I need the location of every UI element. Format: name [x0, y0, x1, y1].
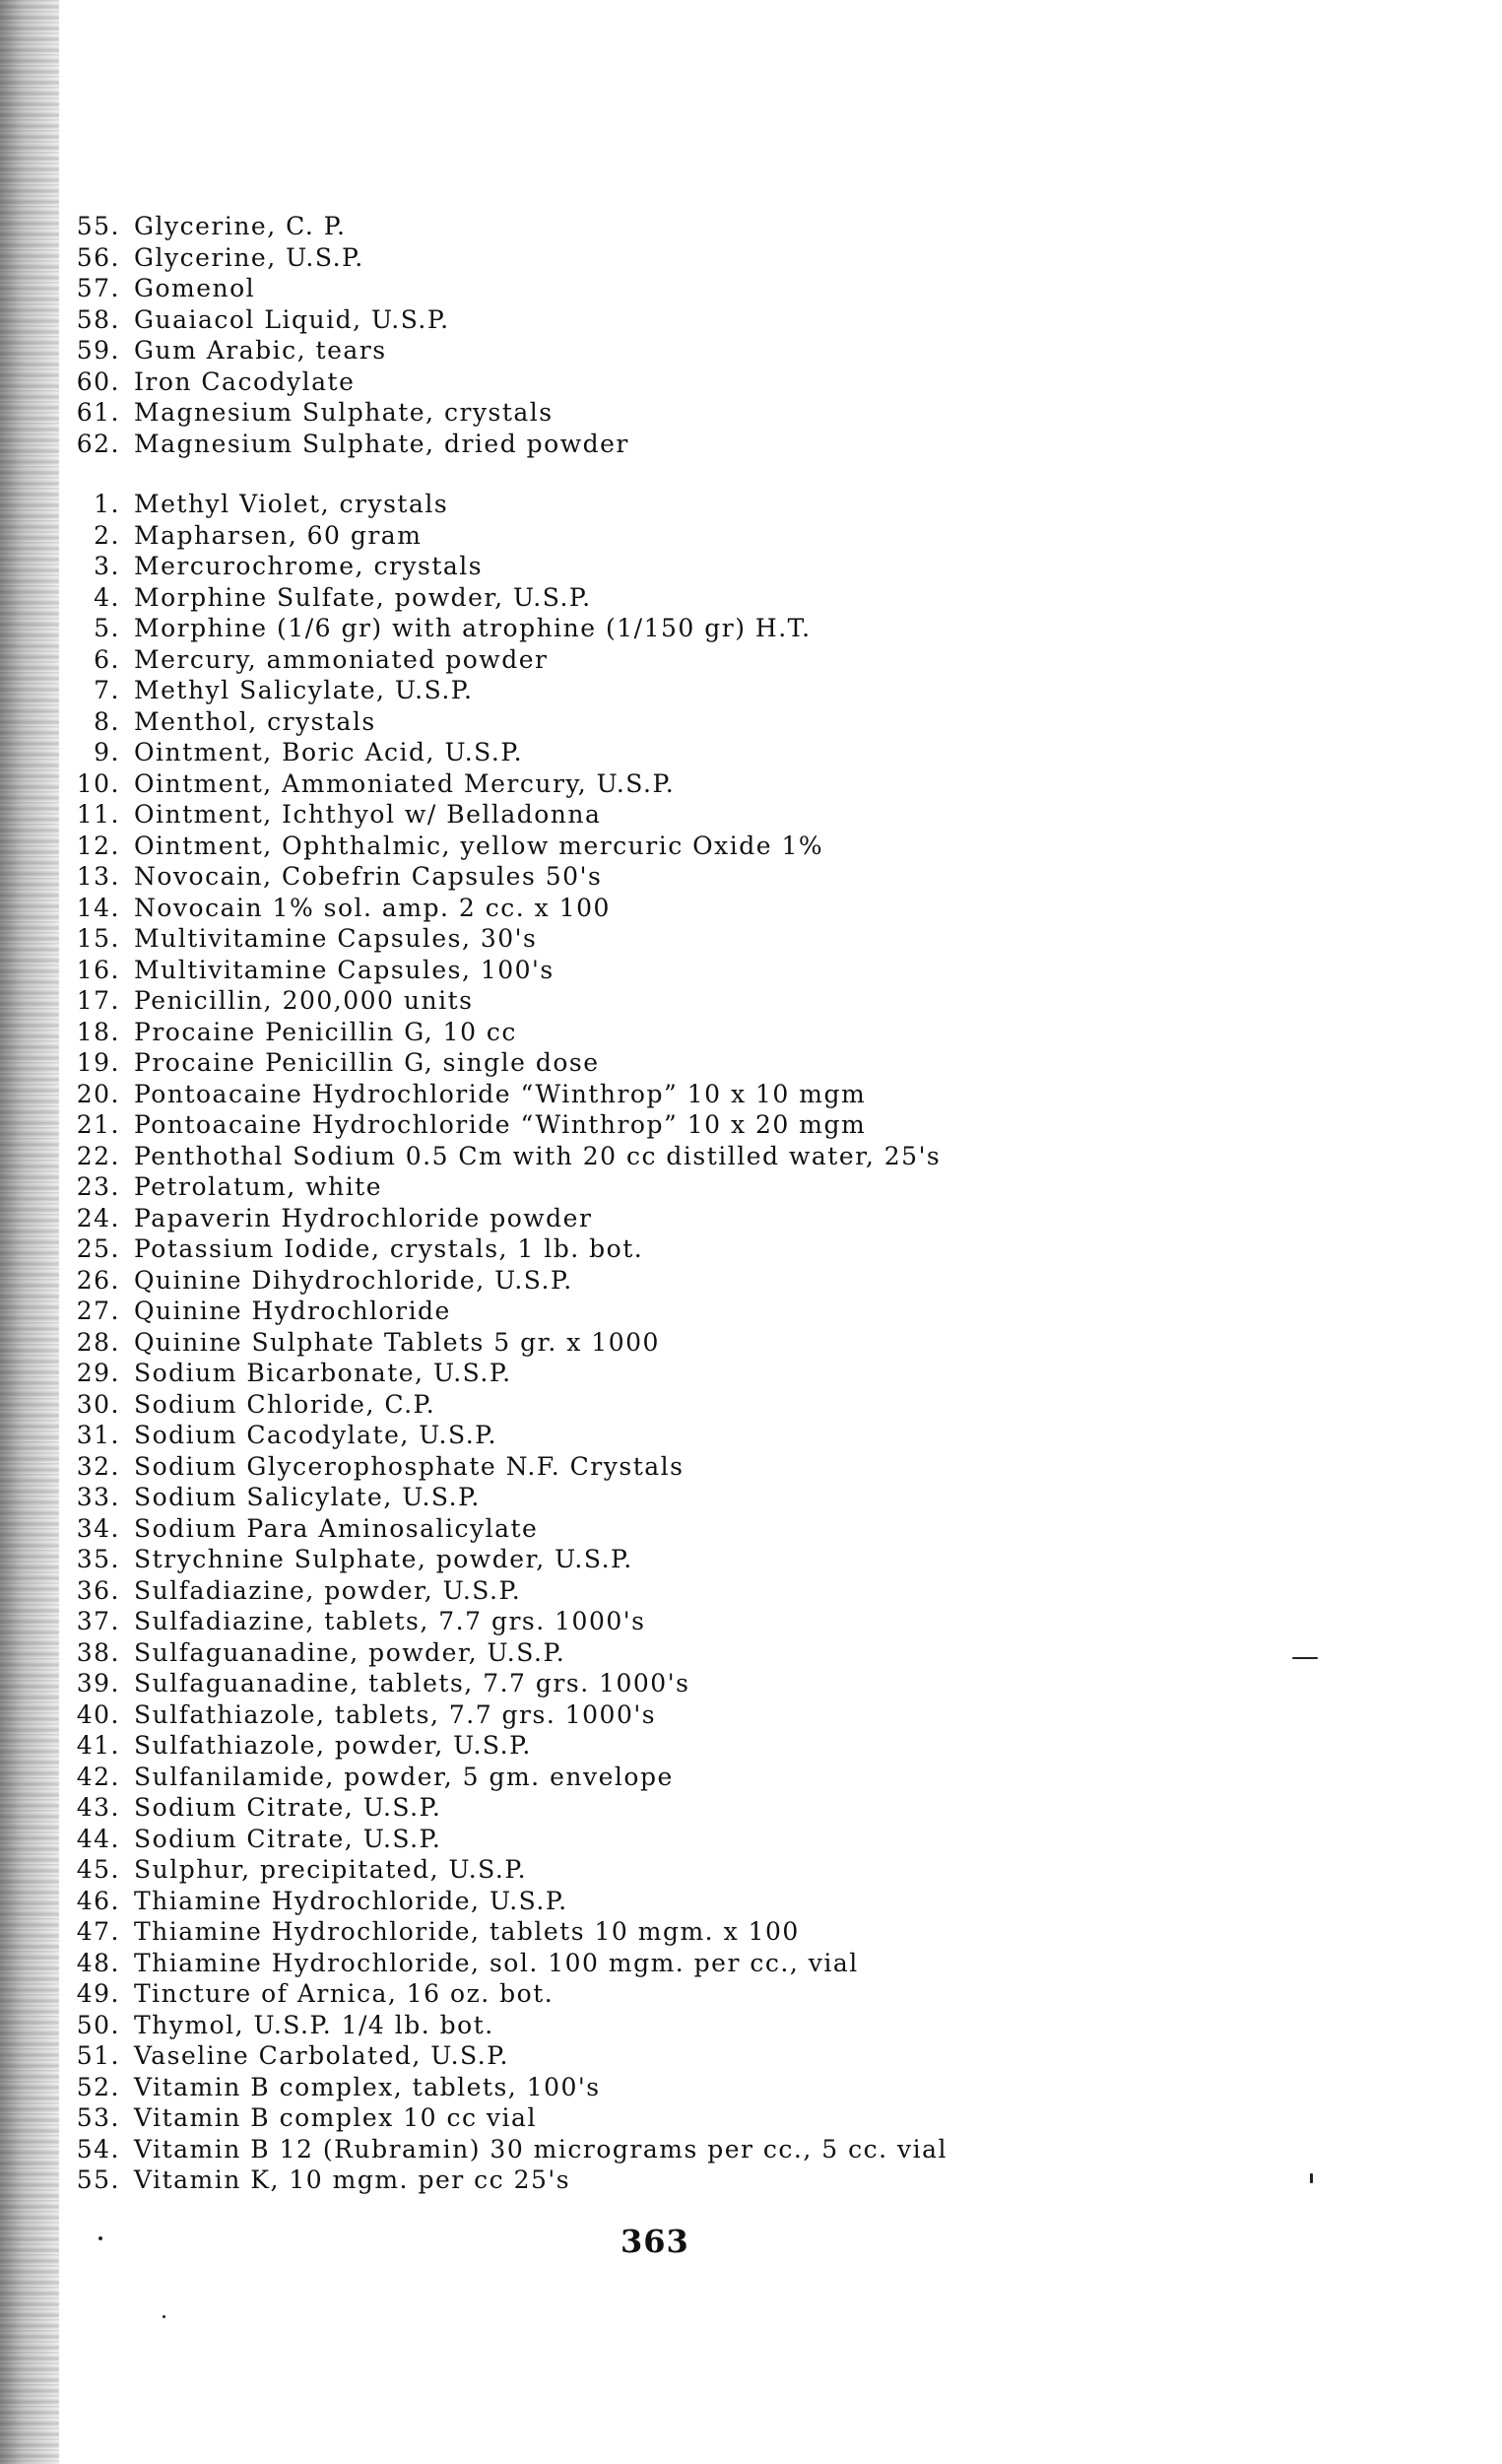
item-number: 37. — [76, 1607, 120, 1635]
item-text: Thiamine Hydrochloride, U.S.P. — [134, 1886, 568, 1915]
item-number: 54. — [76, 2134, 120, 2164]
item-number: 59. — [76, 336, 120, 365]
item-number: 29. — [76, 1359, 120, 1387]
list-item — [63, 2010, 947, 2041]
item-number: 7. — [94, 676, 120, 704]
item-number: 30. — [76, 1389, 120, 1419]
item-number: 5. — [94, 614, 120, 642]
item-number: 50. — [76, 2010, 120, 2039]
list-item — [63, 985, 947, 1017]
item-number: 55. — [76, 212, 120, 240]
item-text: Pontoacaine Hydrochloride “Winthrop” 10 x 20 mgm — [134, 1110, 867, 1139]
list-item — [63, 644, 947, 676]
item-text: Menthol, crystals — [134, 706, 376, 736]
page-number: 363 — [620, 2223, 689, 2260]
item-text: Thiamine Hydrochloride, sol. 100 mgm. per cc., vial — [134, 1948, 859, 1977]
list-item — [63, 1109, 947, 1141]
list-item — [63, 242, 629, 274]
item-text: Mercurochrome, crystals — [134, 552, 484, 580]
item-text: Sulfathiazole, tablets, 7.7 grs. 1000's — [134, 1699, 657, 1729]
list-item — [63, 1762, 947, 1793]
item-number: 34. — [76, 1513, 120, 1543]
list-item — [63, 335, 629, 366]
item-number: 32. — [76, 1451, 120, 1481]
item-number: 53. — [76, 2103, 120, 2132]
list-item — [63, 1047, 947, 1079]
item-number: 46. — [76, 1886, 120, 1915]
list-item — [63, 582, 947, 614]
item-number: 45. — [76, 1855, 120, 1884]
item-number: 20. — [76, 1079, 120, 1108]
item-text: Methyl Violet, crystals — [134, 490, 449, 518]
item-text: Sodium Citrate, U.S.P. — [134, 1824, 442, 1853]
list-item — [63, 1358, 947, 1389]
item-text: Vitamin B complex, tablets, 100's — [134, 2072, 601, 2101]
list-item — [63, 675, 947, 706]
item-number: 14. — [76, 893, 120, 922]
item-number: 22. — [76, 1141, 120, 1170]
item-text: Guaiacol Liquid, U.S.P. — [134, 304, 450, 334]
item-text: Procaine Penicillin G, single dose — [134, 1048, 600, 1077]
item-text: Tincture of Arnica, 16 oz. bot. — [134, 1979, 555, 2008]
list-item — [63, 1544, 947, 1575]
item-number: 23. — [76, 1172, 120, 1201]
list-item — [63, 861, 947, 893]
item-text: Vaseline Carbolated, U.S.P. — [134, 2041, 509, 2070]
item-text: Sulfanilamide, powder, 5 gm. envelope — [134, 1762, 674, 1791]
item-number: 61. — [76, 398, 120, 427]
item-text: Magnesium Sulphate, crystals — [134, 398, 554, 427]
list-item — [63, 1854, 947, 1886]
list-item — [63, 1203, 947, 1234]
item-text: Sodium Bicarbonate, U.S.P. — [134, 1359, 512, 1387]
list-item — [63, 1916, 947, 1948]
list-item — [63, 1327, 947, 1359]
list-item — [63, 1451, 947, 1483]
item-number: 41. — [76, 1731, 120, 1760]
item-text: Multivitamine Capsules, 100's — [134, 955, 555, 984]
list-item — [63, 366, 629, 398]
item-text: Vitamin B complex 10 cc vial — [134, 2103, 537, 2132]
item-number: 10. — [76, 768, 120, 798]
list-item — [63, 1575, 947, 1607]
list-item — [63, 1978, 947, 2010]
item-text: Sodium Cacodylate, U.S.P. — [134, 1421, 497, 1449]
list-item — [63, 1886, 947, 1917]
list-item — [63, 1637, 947, 1669]
item-text: Methyl Salicylate, U.S.P. — [134, 676, 474, 704]
list-item — [63, 489, 947, 520]
item-text: Papaverin Hydrochloride powder — [134, 1203, 593, 1232]
item-number: 31. — [76, 1421, 120, 1449]
item-text: Potassium Iodide, crystals, 1 lb. bot. — [134, 1234, 644, 1263]
list-item — [63, 893, 947, 924]
item-text: Ointment, Ammoniated Mercury, U.S.P. — [134, 768, 676, 798]
item-text: Morphine Sulfate, powder, U.S.P. — [134, 582, 592, 612]
item-number: 49. — [76, 1979, 120, 2008]
list-item — [63, 1513, 947, 1545]
item-text: Iron Cacodylate — [134, 366, 356, 396]
item-number: 52. — [76, 2072, 120, 2101]
item-text: Gomenol — [134, 274, 256, 302]
item-text: Quinine Hydrochloride — [134, 1297, 451, 1325]
item-number: 28. — [76, 1327, 120, 1357]
list-item — [63, 1948, 947, 1979]
list-item — [63, 799, 947, 831]
item-number: 12. — [76, 831, 120, 860]
item-number: 62. — [76, 429, 120, 458]
item-number: 57. — [76, 274, 120, 302]
item-number: 1. — [94, 490, 120, 518]
item-number: 26. — [76, 1265, 120, 1295]
list-item — [63, 1824, 947, 1855]
list-item — [63, 429, 629, 460]
item-number: 4. — [94, 582, 120, 612]
list-item — [63, 2164, 947, 2196]
item-text: Glycerine, C. P. — [134, 212, 347, 240]
scan-speck — [163, 2315, 165, 2318]
item-text: Morphine (1/6 gr) with atrophine (1/150 gr) H.T. — [134, 614, 812, 642]
item-number: 60. — [76, 366, 120, 396]
item-number: 40. — [76, 1699, 120, 1729]
scan-edge-shadow — [0, 0, 59, 2464]
list-item — [63, 613, 947, 644]
list-item — [63, 923, 947, 955]
item-text: Multivitamine Capsules, 30's — [134, 924, 538, 953]
item-number: 8. — [94, 706, 120, 736]
item-list-main — [63, 489, 947, 2196]
item-number: 27. — [76, 1297, 120, 1325]
item-number: 35. — [76, 1545, 120, 1573]
list-item — [63, 2102, 947, 2134]
item-text: Mercury, ammoniated powder — [134, 644, 549, 674]
list-item — [63, 1699, 947, 1731]
item-text: Sodium Chloride, C.P. — [134, 1389, 436, 1419]
item-number: 15. — [76, 924, 120, 953]
item-number: 3. — [94, 552, 120, 580]
list-item — [63, 1389, 947, 1421]
item-text: Quinine Sulphate Tablets 5 gr. x 1000 — [134, 1327, 660, 1357]
list-item — [63, 1079, 947, 1110]
item-text: Sulphur, precipitated, U.S.P. — [134, 1855, 528, 1884]
list-item — [63, 1792, 947, 1824]
list-item — [63, 1233, 947, 1265]
item-number: 21. — [76, 1110, 120, 1139]
list-item — [63, 304, 629, 336]
list-item — [63, 1141, 947, 1172]
item-number: 51. — [76, 2041, 120, 2070]
item-text: Ointment, Ophthalmic, yellow mercuric Oxide 1% — [134, 831, 824, 860]
item-text: Sodium Citrate, U.S.P. — [134, 1793, 442, 1822]
scan-speck — [1310, 2173, 1313, 2183]
item-text: Glycerine, U.S.P. — [134, 242, 364, 272]
item-text: Gum Arabic, tears — [134, 336, 387, 365]
item-number: 55. — [76, 2165, 120, 2194]
item-text: Strychnine Sulphate, powder, U.S.P. — [134, 1545, 633, 1573]
list-item — [63, 1296, 947, 1327]
item-text: Sulfathiazole, powder, U.S.P. — [134, 1731, 532, 1760]
item-number: 6. — [94, 644, 120, 674]
list-item — [63, 1420, 947, 1451]
item-number: 9. — [94, 738, 120, 766]
item-list-continued — [63, 211, 629, 459]
item-number: 13. — [76, 862, 120, 891]
list-item — [63, 737, 947, 768]
list-item — [63, 706, 947, 738]
item-number: 36. — [76, 1575, 120, 1605]
list-item — [63, 831, 947, 862]
list-item — [63, 1668, 947, 1699]
list-item — [63, 520, 947, 552]
list-item — [63, 551, 947, 582]
item-text: Thiamine Hydrochloride, tablets 10 mgm. x 100 — [134, 1917, 800, 1946]
item-number: 19. — [76, 1048, 120, 1077]
item-number: 58. — [76, 304, 120, 334]
scan-speck — [98, 2236, 102, 2240]
item-text: Sulfadiazine, powder, U.S.P. — [134, 1575, 522, 1605]
item-text: Sulfadiazine, tablets, 7.7 grs. 1000's — [134, 1607, 646, 1635]
item-number: 56. — [76, 242, 120, 272]
list-item — [63, 1606, 947, 1637]
item-number: 38. — [76, 1637, 120, 1667]
list-item — [63, 211, 629, 242]
list-item — [63, 2134, 947, 2165]
item-text: Mapharsen, 60 gram — [134, 520, 423, 550]
item-text: Thymol, U.S.P. 1/4 lb. bot. — [134, 2010, 494, 2039]
item-number: 33. — [76, 1483, 120, 1511]
item-text: Sulfaguanadine, powder, U.S.P. — [134, 1637, 566, 1667]
item-text: Sodium Glycerophosphate N.F. Crystals — [134, 1451, 685, 1481]
item-text: Magnesium Sulphate, dried powder — [134, 429, 629, 458]
item-text: Petrolatum, white — [134, 1172, 383, 1201]
item-text: Penthothal Sodium 0.5 Cm with 20 cc distilled water, 25's — [134, 1141, 942, 1170]
scan-speck — [1292, 1657, 1318, 1659]
list-item — [63, 1171, 947, 1203]
item-number: 47. — [76, 1917, 120, 1946]
item-number: 39. — [76, 1669, 120, 1698]
item-text: Sodium Salicylate, U.S.P. — [134, 1483, 481, 1511]
item-text: Novocain 1% sol. amp. 2 cc. x 100 — [134, 893, 611, 922]
item-text: Sodium Para Aminosalicylate — [134, 1513, 539, 1543]
item-number: 11. — [76, 800, 120, 829]
item-number: 48. — [76, 1948, 120, 1977]
list-item — [63, 1730, 947, 1762]
item-number: 18. — [76, 1017, 120, 1046]
list-item — [63, 768, 947, 800]
item-text: Ointment, Ichthyol w/ Belladonna — [134, 800, 602, 829]
item-number: 2. — [94, 520, 120, 550]
list-item — [63, 397, 629, 429]
list-item — [63, 1017, 947, 1048]
item-text: Quinine Dihydrochloride, U.S.P. — [134, 1265, 573, 1295]
list-item — [63, 2040, 947, 2072]
item-text: Novocain, Cobefrin Capsules 50's — [134, 862, 603, 891]
item-text: Procaine Penicillin G, 10 cc — [134, 1017, 517, 1046]
item-text: Penicillin, 200,000 units — [134, 986, 474, 1015]
item-text: Ointment, Boric Acid, U.S.P. — [134, 738, 524, 766]
item-text: Vitamin B 12 (Rubramin) 30 micrograms per cc., 5 cc. vial — [134, 2134, 948, 2164]
list-item — [63, 273, 629, 304]
list-item — [63, 955, 947, 986]
list-item — [63, 1482, 947, 1513]
item-text: Vitamin K, 10 mgm. per cc 25's — [134, 2165, 571, 2194]
item-text: Pontoacaine Hydrochloride “Winthrop” 10 x 10 mgm — [134, 1079, 867, 1108]
item-number: 43. — [76, 1793, 120, 1822]
item-number: 25. — [76, 1234, 120, 1263]
list-item — [63, 1265, 947, 1297]
item-number: 44. — [76, 1824, 120, 1853]
item-number: 17. — [76, 986, 120, 1015]
item-number: 24. — [76, 1203, 120, 1232]
list-item — [63, 2072, 947, 2103]
item-number: 42. — [76, 1762, 120, 1791]
item-text: Sulfaguanadine, tablets, 7.7 grs. 1000's — [134, 1669, 690, 1698]
item-number: 16. — [76, 955, 120, 984]
